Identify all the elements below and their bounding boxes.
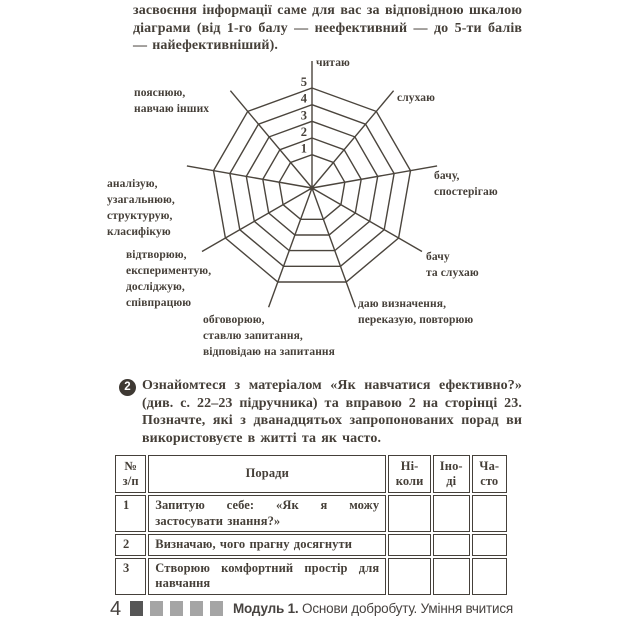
page-number: 4 [110, 598, 122, 620]
col-header-advice: Поради [148, 455, 386, 493]
table-row [115, 558, 507, 595]
svg-text:2: 2 [300, 125, 307, 139]
module-label: Модуль 1. [233, 601, 299, 616]
progress-square [130, 601, 143, 616]
answer-cell-often [472, 495, 508, 532]
exercise-number-badge: 2 [119, 379, 136, 396]
svg-text:4: 4 [300, 91, 307, 106]
radar-axis-label-7: аналізую, узагальнюю, структурую, класифікую [107, 178, 175, 238]
svg-text:1: 1 [300, 141, 307, 156]
col-header-often: Ча- сто [472, 455, 508, 493]
col-header-sometimes: Іно- ді [433, 455, 470, 493]
progress-square [210, 601, 223, 616]
col-header-never: Ні- коли [388, 455, 431, 493]
progress-square [190, 601, 203, 616]
answer-cell-sometimes [433, 534, 470, 556]
page-footer [110, 598, 522, 622]
answer-cell-sometimes [433, 495, 470, 532]
module-title-text [233, 601, 513, 617]
svg-text:3: 3 [300, 108, 307, 123]
progress-square [150, 601, 163, 616]
radar-axis-label-6: відтворюю, експериментую, досліджую, співпрацюю [126, 249, 212, 309]
intro-paragraph: засвоєння інформації саме для вас за відповідною шкалою діаграми (від 1-го балу — неефективний — до 5-ти балів — найефективніший). [133, 3, 522, 53]
module-title: Основи добробуту. Уміння вчитися [302, 601, 514, 616]
radar-axis-label-0: читаю [316, 57, 350, 69]
row-number: 2 [115, 534, 146, 556]
module-progress-squares [130, 601, 223, 616]
answer-cell-never [388, 534, 431, 556]
row-number: 3 [115, 558, 146, 595]
advice-cell: Визначаю, чого прагну досягнути [148, 534, 386, 556]
svg-text:5: 5 [300, 75, 307, 89]
answer-cell-never [388, 495, 431, 532]
table-row [115, 534, 507, 556]
row-number: 1 [115, 495, 146, 532]
radar-axis-label-5: обговорюю, ставлю запитання, відповідаю на запитання [203, 314, 335, 358]
advice-cell: Запитую себе: «Як я можу застосувати знання?» [148, 495, 386, 532]
radar-axis-label-1: слухаю [397, 92, 436, 104]
radar-axis-label-2: бачу, спостерігаю [434, 170, 498, 198]
table-header-row [115, 455, 507, 493]
radar-axis-label-8: пояснюю, навчаю інших [134, 87, 210, 115]
exercise-paragraph: Ознайомтеся з матеріалом «Як навчатися ефективно?» (див. с. 22–23 підручника) та вправою 2 на сторінці 23. Позначте, які з дванадцятьох запропонованих порад ви використовуєте в житті та як часто. [142, 378, 522, 446]
answer-cell-never [388, 558, 431, 595]
answer-cell-sometimes [433, 558, 470, 595]
radar-axis-label-3: бачу та слухаю [426, 251, 479, 279]
col-header-number: № з/п [115, 455, 146, 493]
advice-table [113, 453, 509, 597]
radar-axis-label-4: даю визначення, переказую, повторюю [358, 298, 474, 326]
answer-cell-often [472, 558, 508, 595]
progress-square [170, 601, 183, 616]
answer-cell-often [472, 534, 508, 556]
table-row [115, 495, 507, 532]
advice-cell: Створюю комфортний простір для навчання [148, 558, 386, 595]
